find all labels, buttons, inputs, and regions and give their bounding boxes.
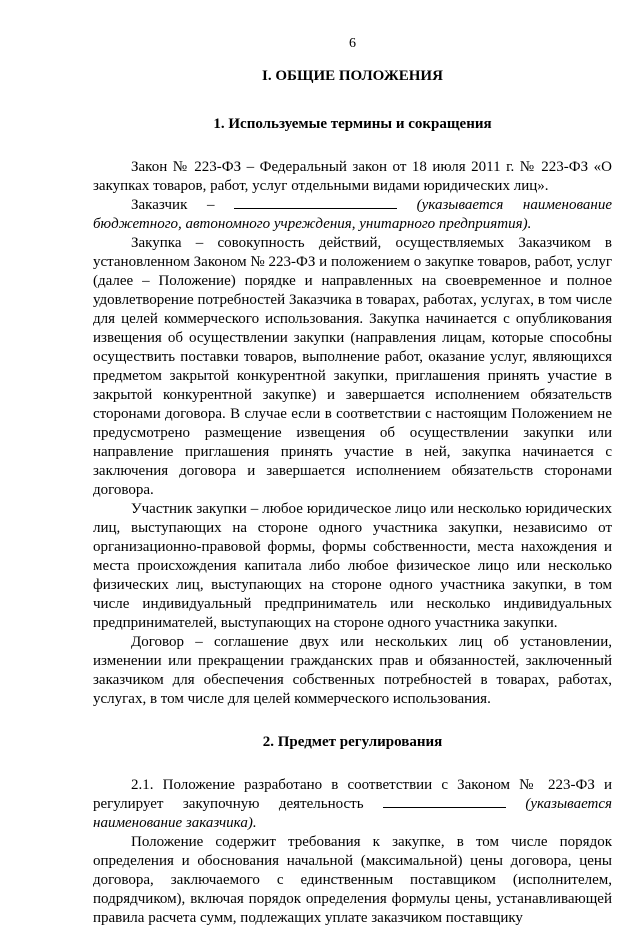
section-title: 1. Используемые термины и сокращения	[213, 116, 492, 132]
customer-name-blank	[234, 196, 397, 209]
customer-note: (указывается наименование бюджетного, автономного учреждения, унитарного предприятия).	[93, 197, 613, 232]
clause-2-1-text: 2.1. Положение разработано в соответствии с Законом № 223-ФЗ и регулирует закупочную деятельность	[93, 777, 612, 812]
contract-definition-paragraph: Договор – соглашение двух или нескольких лиц об установлении, изменении или прекращении гражданских прав и обязанностей, заключенный заказчиком для обеспечения собственных потребностей в товарах, работах, услугах, в том числе для целей коммерческого использования.	[93, 634, 612, 707]
clause-2-1-note: (указывается наименование заказчика).	[93, 796, 612, 831]
customer-name-blank	[383, 795, 506, 808]
customer-definition-paragraph	[93, 196, 612, 234]
section-title: 2. Предмет регулирования	[262, 734, 443, 750]
purchase-definition-paragraph: Закупка – совокупность действий, осуществляемых Заказчиком в установленном Законом № 223-ФЗ и положением о закупке товаров, работ, услуг (далее – Положение) порядке и направленных на своевременное и полное удовлетворение потребностей Заказчика в товарах, работах, услугах, в том числе для целей коммерческого использования. Закупка начинается с опубликования извещения об осуществлении закупки (направления лицам, которые способны осуществить поставки товаров, выполнение работ, оказание услуг, являющихся предметом закрытой конкурентной закупки, приглашения принять участие в закрытой конкурентной закупке) и завершается исполнением обязательств сторонами договора. В случае если в соответствии с настоящим Положением не предусмотрено размещение извещения об осуществлении закупки или направление приглашения принять участие в ней, закупка начинается с заключения договора и завершается исполнением обязательств сторонами договора.	[93, 235, 612, 498]
clause-2-1-paragraph	[93, 776, 612, 833]
customer-term: Заказчик –	[131, 197, 215, 213]
requirements-paragraph: Положение содержит требования к закупке, в том числе порядок определения и обоснования начальной (максимальной) цены договора, цены договора, заключаемого с единственным поставщиком (исполнителем, подрядчиком), включая порядок определения формулы цены, устанавливающей правила расчета сумм, подлежащих уплате заказчиком поставщику	[93, 834, 612, 926]
chapter-title: I. ОБЩИЕ ПОЛОЖЕНИЯ	[262, 68, 443, 84]
law-definition-paragraph: Закон № 223-ФЗ – Федеральный закон от 18 июля 2011 г. № 223-ФЗ «О закупках товаров, работ, услуг отдельными видами юридических лиц».	[93, 159, 612, 194]
participant-definition-paragraph: Участник закупки – любое юридическое лицо или несколько юридических лиц, выступающих на стороне одного участника закупки, независимо от организационно-правовой формы, формы собственности, места нахождения и места происхождения капитала либо любое физическое лицо или несколько физических лиц, выступающих на стороне одного участника закупки, в том числе индивидуальный предприниматель или несколько индивидуальных предпринимателей, выступающих на стороне одного участника закупки.	[93, 501, 612, 631]
page-number: 6	[349, 36, 356, 51]
